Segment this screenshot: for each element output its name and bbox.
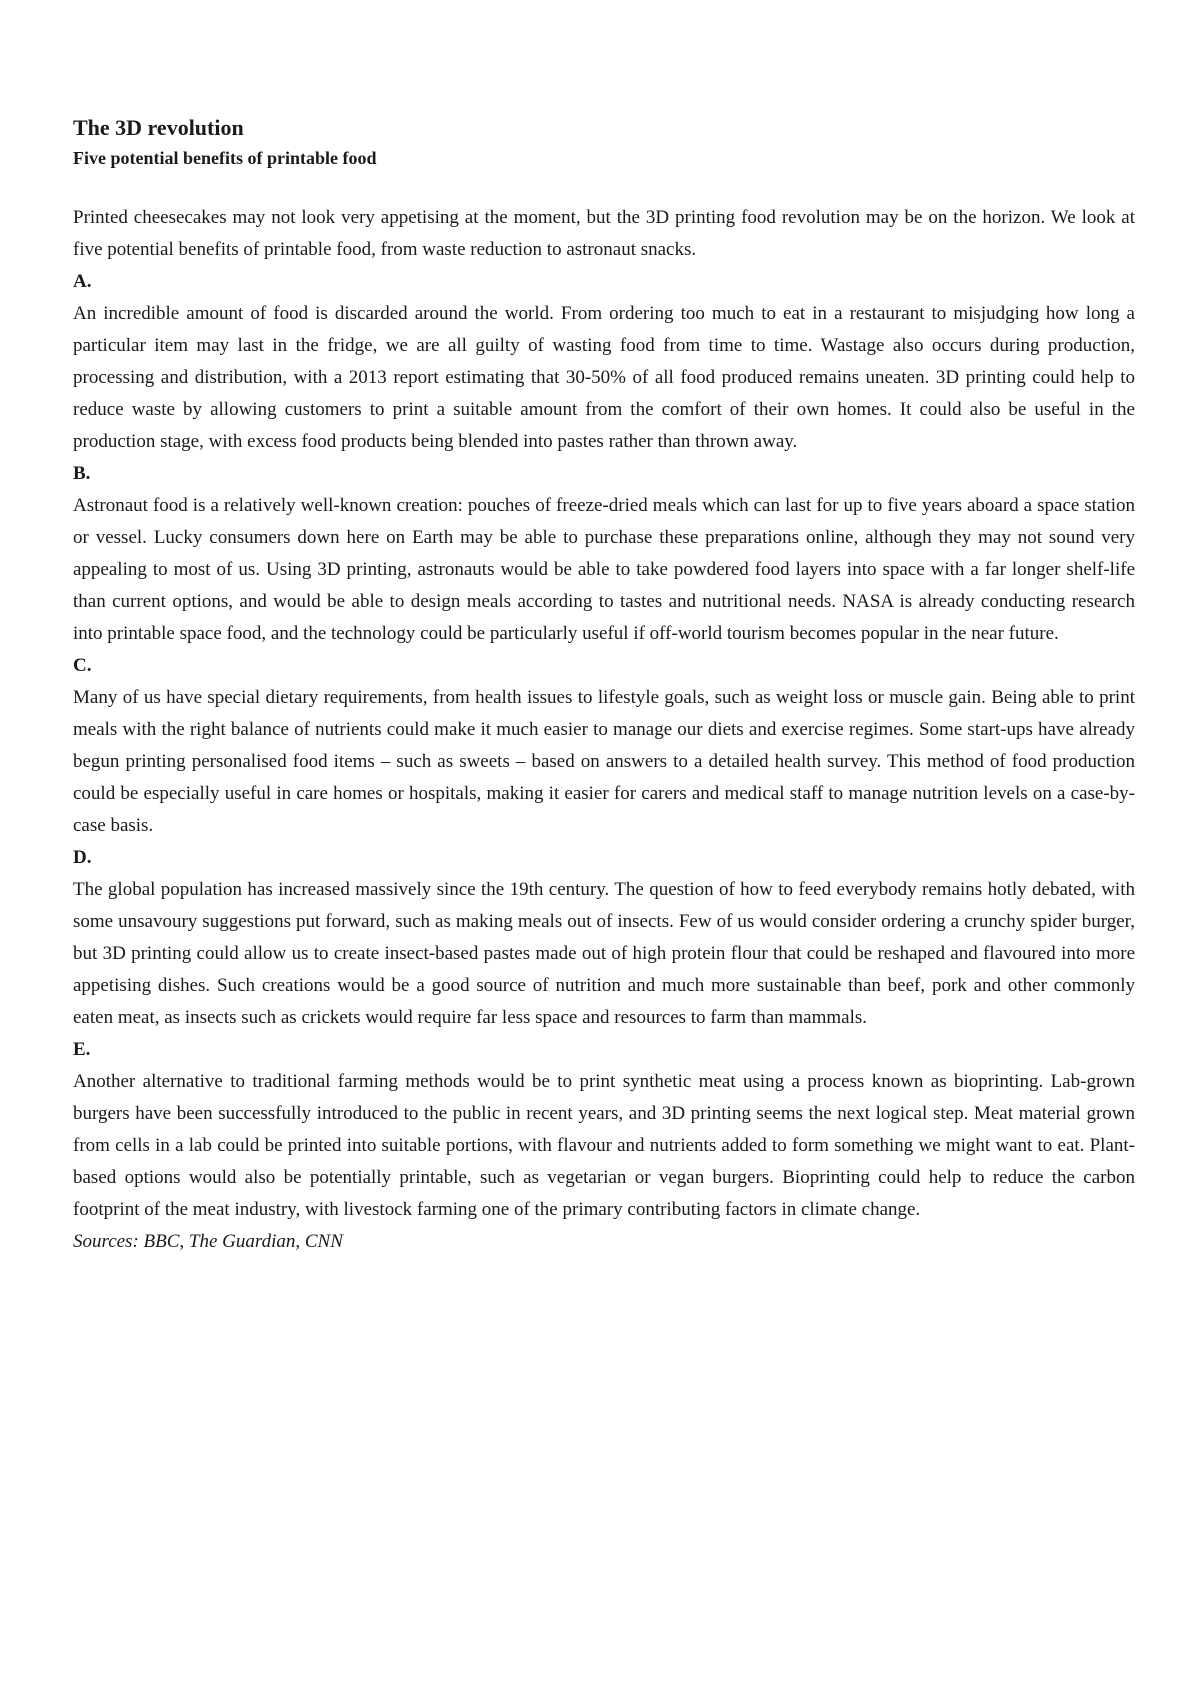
section-paragraph: Many of us have special dietary requirements, from health issues to lifestyle goals, such as weight loss or muscle gain. Being able to print meals with the right balance of nutrients could make it much easier to manage our diets and exercise regimes. Some start-ups have already begun printing personalised food items – such as sweets – based on answers to a detailed health survey. This method of food production could be especially useful in care homes or hospitals, making it easier for carers and medical staff to manage nutrition levels on a case-by-case basis. — [73, 687, 1135, 836]
section-paragraph: Another alternative to traditional farming methods would be to print synthetic meat using a process known as bioprinting. Lab-grown burgers have been successfully introduced to the public in recent years, and 3D printing seems the next logical step. Meat material grown from cells in a lab could be printed into suitable portions, with flavour and nutrients added to form something we might want to eat. Plant-based options would also be potentially printable, such as vegetarian or vegan burgers. Bioprinting could help to reduce the carbon footprint of the meat industry, with livestock farming one of the primary contributing factors in climate change. — [73, 1071, 1135, 1220]
sources-line: Sources: BBC, The Guardian, CNN — [73, 1231, 343, 1252]
section-paragraph: An incredible amount of food is discarded around the world. From ordering too much to eat in a restaurant to misjudging how long a particular item may last in the fridge, we are all guilty of wasting food from time to time. Wastage also occurs during production, processing and distribution, with a 2013 report estimating that 30-50% of all food produced remains uneaten. 3D printing could help to reduce waste by allowing customers to print a suitable amount from the comfort of their own homes. It could also be useful in the production stage, with excess food products being blended into pastes rather than thrown away. — [73, 303, 1135, 452]
article — [73, 112, 1135, 1258]
section-label: B. — [73, 463, 91, 484]
section-a — [73, 266, 1135, 458]
section-paragraph: Astronaut food is a relatively well-known creation: pouches of freeze-dried meals which can last for up to five years aboard a space station or vessel. Lucky consumers down here on Earth may be able to purchase these preparations online, although they may not sound very appealing to most of us. Using 3D printing, astronauts would be able to take powdered food layers into space with a far longer shelf-life than current options, and would be able to design meals according to tastes and nutritional needs. NASA is already conducting research into printable space food, and the technology could be particularly useful if off-world tourism becomes popular in the near future. — [73, 495, 1135, 644]
section-label: E. — [73, 1039, 91, 1060]
section-label: A. — [73, 271, 92, 292]
intro-paragraph: Printed cheesecakes may not look very appetising at the moment, but the 3D printing food revolution may be on the horizon. We look at five potential benefits of printable food, from waste reduction to astronaut snacks. — [73, 207, 1135, 260]
section-c — [73, 650, 1135, 842]
section-paragraph: The global population has increased massively since the 19th century. The question of how to feed everybody remains hotly debated, with some unsavoury suggestions put forward, such as making meals out of insects. Few of us would consider ordering a crunchy spider burger, but 3D printing could allow us to create insect-based pastes made out of high protein flour that could be reshaped and flavoured into more appetising dishes. Such creations would be a good source of nutrition and much more sustainable than beef, pork and other commonly eaten meat, as insects such as crickets would require far less space and resources to farm than mammals. — [73, 879, 1135, 1028]
section-e — [73, 1034, 1135, 1226]
section-label: C. — [73, 655, 92, 676]
section-d — [73, 842, 1135, 1034]
section-b — [73, 458, 1135, 650]
article-title: The 3D revolution — [73, 115, 244, 140]
article-subtitle: Five potential benefits of printable food — [73, 148, 377, 168]
section-label: D. — [73, 847, 92, 868]
